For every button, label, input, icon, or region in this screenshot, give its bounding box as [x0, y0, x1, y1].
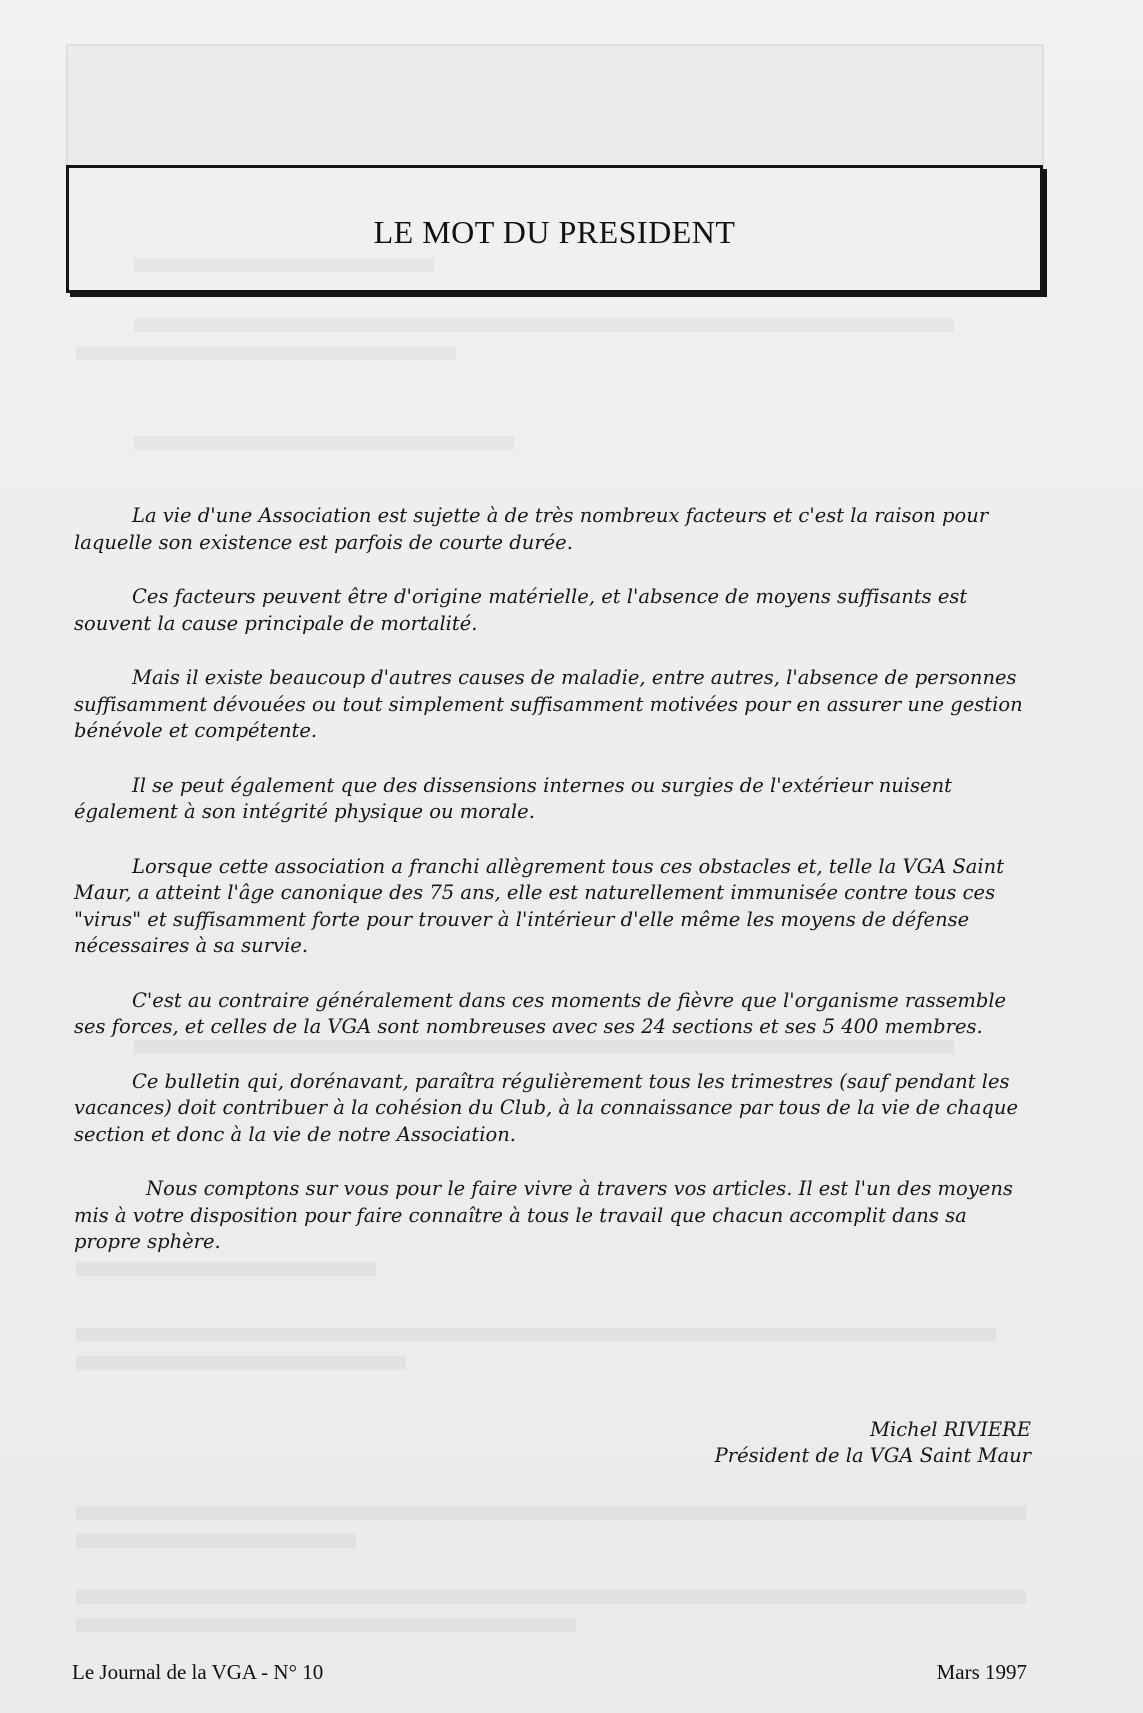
ghost-text-line: [76, 1618, 576, 1632]
ghost-text-line: [134, 318, 954, 332]
paragraph: Il se peut également que des dissensions internes ou surgies de l'extérieur nuisent également à son intégrité physique ou morale.: [74, 773, 952, 823]
ghost-text-line: [76, 346, 456, 360]
footer-publication: Le Journal de la VGA - N° 10: [72, 1660, 324, 1684]
paragraph: C'est au contraire généralement dans ces moments de fièvre que l'organisme rassemble ses forces, et celles de la VGA sont nombreuses avec ses 24 sections et ses 5 400 membres.: [74, 988, 1007, 1038]
paragraph: Mais il existe beaucoup d'autres causes de maladie, entre autres, l'absence de personnes suffisamment dévouées ou tout simplement suffisamment motivées pour en assurer une gestion bénévole et compétente.: [74, 666, 1023, 742]
ghost-text-line: [76, 1506, 1026, 1520]
page-title: LE MOT DU PRESIDENT: [373, 214, 736, 250]
ghost-text-line: [76, 1328, 996, 1342]
ghost-text-line: [76, 1356, 406, 1370]
signature-role: Président de la VGA Saint Maur: [714, 1444, 1031, 1467]
footer-date: Mars 1997: [936, 1660, 1027, 1684]
paragraph: Ces facteurs peuvent être d'origine matérielle, et l'absence de moyens suffisants est souvent la cause principale de mortalité.: [74, 585, 968, 635]
paragraph: Nous comptons sur vous pour le faire vivre à travers vos articles. Il est l'un des moyens mis à votre disposition pour faire connaître à tous le travail que chacun accomplit dans sa propre sphère.: [74, 1177, 1013, 1253]
ghost-text-line: [76, 1534, 356, 1548]
ghost-text-line: [134, 436, 514, 450]
signature-name: Michel RIVIERE: [870, 1418, 1031, 1441]
signature-block: [715, 1417, 1031, 1469]
ghost-text-line: [76, 1590, 1026, 1604]
paragraph: Ce bulletin qui, dorénavant, paraîtra régulièrement tous les trimestres (sauf pendant les vacances) doit contribuer à la cohésion du Club, à la connaissance par tous de la vie de chaque section et donc à la vie de notre Association.: [74, 1069, 1018, 1146]
paragraph: La vie d'une Association est sujette à de très nombreux facteurs et c'est la raison pour laquelle son existence est parfois de courte durée.: [74, 504, 989, 554]
title-box: [66, 165, 1043, 293]
paragraph: Lorsque cette association a franchi allègrement tous ces obstacles et, telle la VGA Saint Maur, a atteint l'âge canonique des 75 ans, elle est naturellement immunisée contre tous ces "virus" et suffisamment forte pour trouver à l'intérieur d'elle même les moyens de défense nécessaires à sa survie.: [74, 854, 1005, 957]
ghost-header-box: [66, 44, 1044, 168]
article-body: [74, 503, 1034, 1284]
